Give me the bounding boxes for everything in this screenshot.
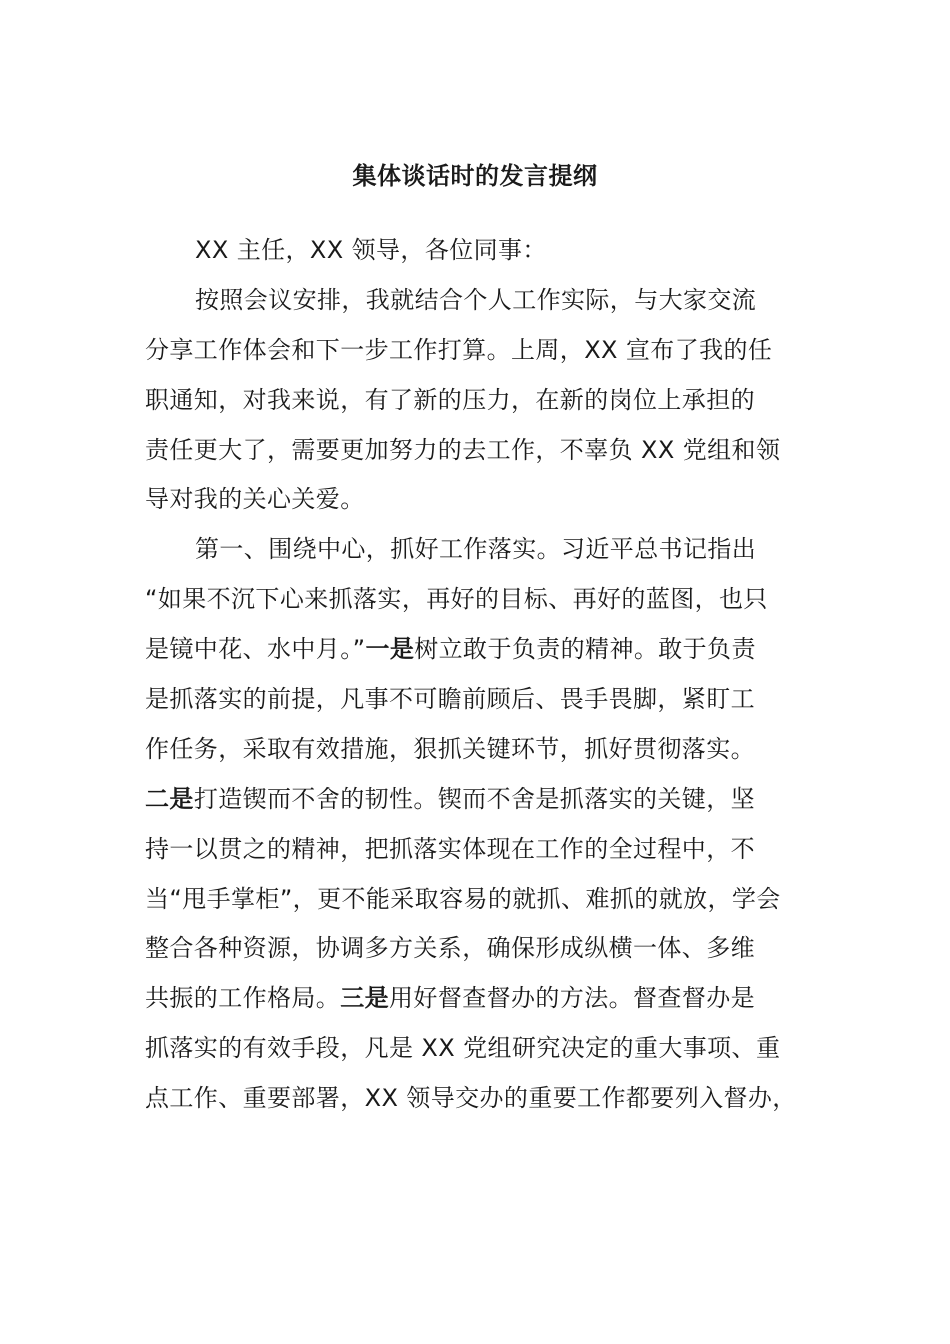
text-segment: 按照会议安排，我就结合个人工作实际，与大家交流	[195, 285, 757, 314]
bold-text-segment: 一是	[365, 635, 415, 664]
text-segment: 整合各种资源，协调多方关系，确保形成纵横一体、多维	[145, 934, 755, 963]
text-segment: 当“甩手掌柜”，更不能采取容易的就抓、难抓的就放，学会	[145, 884, 781, 913]
text-line	[145, 825, 825, 875]
text-segment: 是镜中花、水中月。”	[145, 635, 366, 664]
text-line	[145, 725, 825, 775]
document-title: 集体谈话时的发言提纲	[352, 162, 598, 190]
text-segment: 共振的工作格局。	[145, 984, 341, 1013]
text-line	[145, 1024, 825, 1074]
text-line	[145, 875, 825, 925]
text-line	[145, 376, 825, 426]
text-line	[145, 226, 825, 276]
text-line	[145, 625, 825, 675]
bold-text-segment: 二是	[145, 784, 194, 813]
text-segment: 持一以贯之的精神，把抓落实体现在工作的全过程中，不	[145, 834, 755, 863]
text-segment: “如果不沉下心来抓落实，再好的目标、再好的蓝图，也只	[145, 585, 768, 614]
text-line	[145, 1074, 825, 1124]
text-segment: 打造锲而不舍的韧性。锲而不舍是抓落实的关键，坚	[193, 784, 756, 813]
text-line	[145, 974, 825, 1024]
text-segment: 作任务，采取有效措施，狠抓关键环节，抓好贯彻落实。	[145, 734, 755, 763]
text-segment: 是抓落实的前提，凡事不可瞻前顾后、畏手畏脚，紧盯工	[145, 685, 755, 714]
text-line	[145, 276, 825, 326]
text-segment: 抓落实的有效手段，凡是 XX 党组研究决定的重大事项、重	[145, 1034, 781, 1063]
text-line	[145, 575, 825, 625]
text-line	[145, 475, 825, 525]
text-segment: 分享工作体会和下一步工作打算。上周，XX 宣布了我的任	[145, 335, 773, 364]
text-segment: 第一、围绕中心，抓好工作落实。习近平总书记指出	[195, 535, 757, 564]
text-line	[145, 426, 825, 476]
text-line	[145, 326, 825, 376]
bold-text-segment: 三是	[340, 984, 390, 1013]
text-line	[145, 924, 825, 974]
text-line	[145, 775, 825, 825]
document-body	[145, 226, 825, 1124]
text-segment: 点工作、重要部署，XX 领导交办的重要工作都要列入督办，	[145, 1084, 797, 1113]
text-segment: 导对我的关心关爱。	[145, 485, 365, 514]
text-line	[145, 675, 825, 725]
text-segment: 职通知，对我来说，有了新的压力，在新的岗位上承担的	[145, 385, 755, 414]
text-segment: 用好督查督办的方法。督查督办是	[389, 984, 756, 1013]
text-line	[145, 525, 825, 575]
text-segment: XX 主任，XX 领导，各位同事：	[195, 236, 547, 264]
text-segment: 责任更大了，需要更加努力的去工作，不辜负 XX 党组和领	[145, 435, 781, 464]
text-segment: 树立敢于负责的精神。敢于负责	[414, 635, 756, 664]
